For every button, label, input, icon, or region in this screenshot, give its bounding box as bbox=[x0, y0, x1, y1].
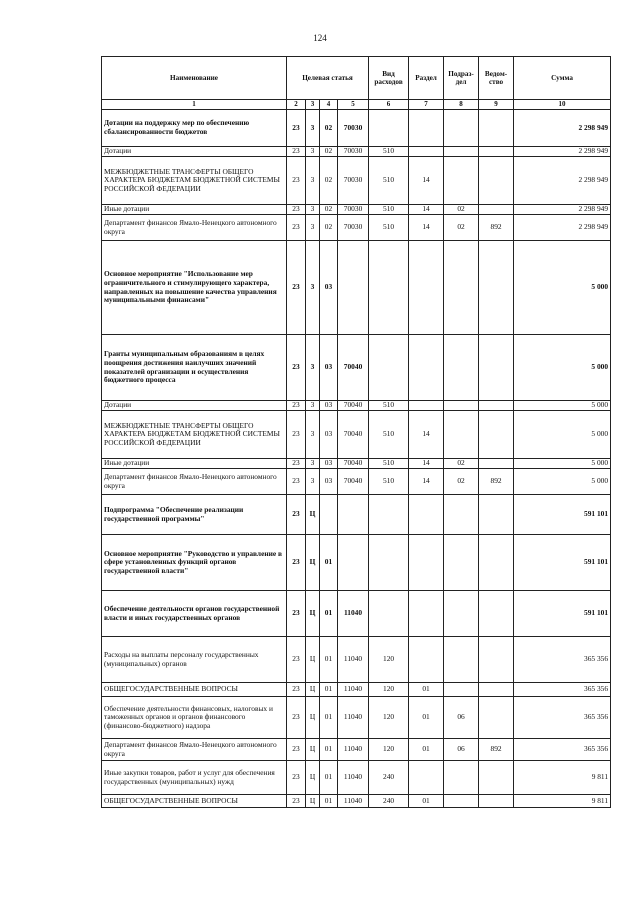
row-vid bbox=[369, 495, 409, 535]
row-vid: 510 bbox=[369, 469, 409, 495]
row-razdel bbox=[409, 495, 444, 535]
row-name: МЕЖБЮДЖЕТНЫЕ ТРАНСФЕРТЫ ОБЩЕГО ХАРАКТЕРА БЮДЖЕТАМ БЮДЖЕТНОЙ СИСТЕМЫ РОССИЙСКОЙ ФЕДЕРАЦИИ bbox=[102, 157, 287, 205]
row-target-direction: 11040 bbox=[338, 761, 369, 795]
row-target-event: 02 bbox=[320, 205, 338, 215]
col-num: 3 bbox=[306, 100, 320, 110]
row-razdel: 01 bbox=[409, 795, 444, 808]
row-vid: 510 bbox=[369, 401, 409, 411]
row-sum: 591 101 bbox=[514, 535, 611, 591]
row-name: Дотации bbox=[102, 147, 287, 157]
col-num: 8 bbox=[444, 100, 479, 110]
row-target-program: 23 bbox=[287, 469, 306, 495]
row-vid: 510 bbox=[369, 147, 409, 157]
row-target-event: 03 bbox=[320, 335, 338, 401]
row-razdel: 14 bbox=[409, 157, 444, 205]
row-target-program: 23 bbox=[287, 241, 306, 335]
row-vid bbox=[369, 335, 409, 401]
row-target-direction: 11040 bbox=[338, 683, 369, 697]
row-target-direction: 70040 bbox=[338, 401, 369, 411]
row-vedomstvo: 892 bbox=[479, 215, 514, 241]
row-sum: 591 101 bbox=[514, 591, 611, 637]
row-podrazdel bbox=[444, 683, 479, 697]
row-target-program: 23 bbox=[287, 215, 306, 241]
row-target-subprogram: 3 bbox=[306, 157, 320, 205]
row-name: Департамент финансов Ямало-Ненецкого автономного округа bbox=[102, 739, 287, 761]
row-podrazdel bbox=[444, 335, 479, 401]
row-target-program: 23 bbox=[287, 335, 306, 401]
header-summa: Сумма bbox=[514, 57, 611, 100]
row-vid bbox=[369, 110, 409, 147]
row-name: Иные закупки товаров, работ и услуг для обеспечения государственных (муниципальных) нужд bbox=[102, 761, 287, 795]
row-name: Департамент финансов Ямало-Ненецкого автономного округа bbox=[102, 215, 287, 241]
row-sum: 2 298 949 bbox=[514, 157, 611, 205]
row-podrazdel bbox=[444, 637, 479, 683]
row-razdel bbox=[409, 591, 444, 637]
row-podrazdel bbox=[444, 241, 479, 335]
row-target-subprogram: 3 bbox=[306, 335, 320, 401]
row-name: Иные дотации bbox=[102, 205, 287, 215]
table-row bbox=[102, 205, 611, 215]
row-vedomstvo: 892 bbox=[479, 469, 514, 495]
header-vid: Вид расходов bbox=[369, 57, 409, 100]
table-row bbox=[102, 459, 611, 469]
row-podrazdel: 02 bbox=[444, 459, 479, 469]
row-vid: 510 bbox=[369, 459, 409, 469]
row-target-direction: 11040 bbox=[338, 637, 369, 683]
table-row bbox=[102, 241, 611, 335]
row-target-program: 23 bbox=[287, 591, 306, 637]
col-num: 10 bbox=[514, 100, 611, 110]
header-podrazdel: Подраз-дел bbox=[444, 57, 479, 100]
row-target-direction: 11040 bbox=[338, 591, 369, 637]
row-vedomstvo bbox=[479, 401, 514, 411]
col-num: 2 bbox=[287, 100, 306, 110]
row-name: ОБЩЕГОСУДАРСТВЕННЫЕ ВОПРОСЫ bbox=[102, 683, 287, 697]
row-razdel bbox=[409, 335, 444, 401]
table-row bbox=[102, 335, 611, 401]
row-name: ОБЩЕГОСУДАРСТВЕННЫЕ ВОПРОСЫ bbox=[102, 795, 287, 808]
row-target-event: 01 bbox=[320, 591, 338, 637]
row-podrazdel bbox=[444, 157, 479, 205]
row-sum: 9 811 bbox=[514, 761, 611, 795]
row-target-subprogram: 3 bbox=[306, 241, 320, 335]
row-target-direction: 70030 bbox=[338, 110, 369, 147]
table-row bbox=[102, 761, 611, 795]
row-vid: 120 bbox=[369, 683, 409, 697]
row-target-program: 23 bbox=[287, 459, 306, 469]
table-row bbox=[102, 157, 611, 205]
row-vedomstvo bbox=[479, 761, 514, 795]
col-num: 6 bbox=[369, 100, 409, 110]
table-row bbox=[102, 215, 611, 241]
table-row bbox=[102, 495, 611, 535]
row-sum: 5 000 bbox=[514, 469, 611, 495]
col-num: 7 bbox=[409, 100, 444, 110]
row-target-subprogram: Ц bbox=[306, 591, 320, 637]
row-razdel: 14 bbox=[409, 205, 444, 215]
row-target-direction bbox=[338, 495, 369, 535]
row-podrazdel: 06 bbox=[444, 739, 479, 761]
row-target-program: 23 bbox=[287, 157, 306, 205]
row-vid: 120 bbox=[369, 637, 409, 683]
table-body bbox=[102, 110, 611, 808]
row-podrazdel bbox=[444, 535, 479, 591]
row-podrazdel: 02 bbox=[444, 215, 479, 241]
row-podrazdel bbox=[444, 495, 479, 535]
row-target-event: 01 bbox=[320, 535, 338, 591]
row-name: Расходы на выплаты персоналу государственных (муниципальных) органов bbox=[102, 637, 287, 683]
row-sum: 9 811 bbox=[514, 795, 611, 808]
column-number-row bbox=[102, 100, 611, 110]
row-target-event: 01 bbox=[320, 739, 338, 761]
row-target-subprogram: 3 bbox=[306, 411, 320, 459]
col-num: 5 bbox=[338, 100, 369, 110]
row-target-direction: 11040 bbox=[338, 795, 369, 808]
row-target-event: 01 bbox=[320, 697, 338, 739]
col-num: 4 bbox=[320, 100, 338, 110]
row-vedomstvo bbox=[479, 157, 514, 205]
row-vid: 510 bbox=[369, 157, 409, 205]
row-target-direction: 11040 bbox=[338, 697, 369, 739]
row-razdel: 14 bbox=[409, 215, 444, 241]
header-name: Наименование bbox=[102, 57, 287, 100]
row-razdel: 01 bbox=[409, 739, 444, 761]
row-target-program: 23 bbox=[287, 697, 306, 739]
row-razdel bbox=[409, 147, 444, 157]
row-vid: 510 bbox=[369, 205, 409, 215]
row-razdel bbox=[409, 241, 444, 335]
row-vedomstvo bbox=[479, 683, 514, 697]
row-vedomstvo bbox=[479, 535, 514, 591]
row-target-subprogram: Ц bbox=[306, 683, 320, 697]
row-razdel bbox=[409, 401, 444, 411]
table-header-row bbox=[102, 57, 611, 100]
table-row bbox=[102, 401, 611, 411]
row-razdel: 01 bbox=[409, 683, 444, 697]
row-razdel: 14 bbox=[409, 469, 444, 495]
row-podrazdel bbox=[444, 147, 479, 157]
row-vedomstvo bbox=[479, 241, 514, 335]
row-name: Обеспечение деятельности финансовых, налоговых и таможенных органов и органов финансового (финансово-бюджетного) надзора bbox=[102, 697, 287, 739]
row-sum: 591 101 bbox=[514, 495, 611, 535]
row-target-subprogram: 3 bbox=[306, 110, 320, 147]
row-vid: 240 bbox=[369, 795, 409, 808]
row-name: Гранты муниципальным образованиям в целях поощрения достижения наилучших значений показателей организации и осуществления бюджетного процесса bbox=[102, 335, 287, 401]
row-target-subprogram: 3 bbox=[306, 459, 320, 469]
row-target-direction: 70040 bbox=[338, 411, 369, 459]
row-sum: 5 000 bbox=[514, 241, 611, 335]
row-vid: 510 bbox=[369, 215, 409, 241]
row-target-event: 01 bbox=[320, 683, 338, 697]
row-target-subprogram: Ц bbox=[306, 761, 320, 795]
budget-table bbox=[101, 56, 611, 808]
row-name: Основное мероприятие "Использование мер ограничительного и стимулирующего характера, направленных на повышение качества управления муниципальными финансами" bbox=[102, 241, 287, 335]
table-row bbox=[102, 411, 611, 459]
row-vedomstvo bbox=[479, 205, 514, 215]
row-podrazdel bbox=[444, 591, 479, 637]
row-vedomstvo bbox=[479, 411, 514, 459]
row-podrazdel bbox=[444, 761, 479, 795]
row-name: Дотации на поддержку мер по обеспечению сбалансированности бюджетов bbox=[102, 110, 287, 147]
row-target-event: 01 bbox=[320, 637, 338, 683]
row-vid bbox=[369, 591, 409, 637]
row-vedomstvo: 892 bbox=[479, 739, 514, 761]
row-sum: 5 000 bbox=[514, 459, 611, 469]
row-sum: 5 000 bbox=[514, 335, 611, 401]
row-target-program: 23 bbox=[287, 761, 306, 795]
row-vedomstvo bbox=[479, 495, 514, 535]
row-target-program: 23 bbox=[287, 739, 306, 761]
row-sum: 365 356 bbox=[514, 697, 611, 739]
row-sum: 2 298 949 bbox=[514, 205, 611, 215]
row-target-program: 23 bbox=[287, 535, 306, 591]
row-vedomstvo bbox=[479, 697, 514, 739]
row-target-program: 23 bbox=[287, 795, 306, 808]
row-target-program: 23 bbox=[287, 411, 306, 459]
row-razdel bbox=[409, 535, 444, 591]
row-target-event: 02 bbox=[320, 157, 338, 205]
row-target-event: 03 bbox=[320, 469, 338, 495]
row-razdel: 14 bbox=[409, 411, 444, 459]
row-vedomstvo bbox=[479, 591, 514, 637]
row-target-subprogram: 3 bbox=[306, 401, 320, 411]
col-num: 1 bbox=[102, 100, 287, 110]
row-target-direction: 70040 bbox=[338, 469, 369, 495]
row-podrazdel: 06 bbox=[444, 697, 479, 739]
table-row bbox=[102, 147, 611, 157]
table-row bbox=[102, 795, 611, 808]
row-target-event: 02 bbox=[320, 215, 338, 241]
row-target-direction bbox=[338, 241, 369, 335]
row-vid bbox=[369, 241, 409, 335]
row-target-subprogram: 3 bbox=[306, 147, 320, 157]
row-sum: 365 356 bbox=[514, 683, 611, 697]
row-podrazdel bbox=[444, 401, 479, 411]
row-target-event: 03 bbox=[320, 401, 338, 411]
row-razdel bbox=[409, 761, 444, 795]
page-number: 124 bbox=[313, 33, 327, 43]
row-sum: 2 298 949 bbox=[514, 215, 611, 241]
row-target-event: 02 bbox=[320, 147, 338, 157]
row-sum: 365 356 bbox=[514, 739, 611, 761]
row-target-program: 23 bbox=[287, 637, 306, 683]
table-row bbox=[102, 535, 611, 591]
row-vid bbox=[369, 535, 409, 591]
header-target: Целевая статья bbox=[287, 57, 369, 100]
row-target-program: 23 bbox=[287, 495, 306, 535]
row-razdel: 14 bbox=[409, 459, 444, 469]
table-row bbox=[102, 469, 611, 495]
row-target-direction: 70040 bbox=[338, 459, 369, 469]
col-num: 9 bbox=[479, 100, 514, 110]
row-podrazdel: 02 bbox=[444, 469, 479, 495]
row-vedomstvo bbox=[479, 335, 514, 401]
row-target-event bbox=[320, 495, 338, 535]
row-target-subprogram: 3 bbox=[306, 215, 320, 241]
row-sum: 365 356 bbox=[514, 637, 611, 683]
row-target-subprogram: Ц bbox=[306, 739, 320, 761]
row-target-event: 03 bbox=[320, 241, 338, 335]
row-target-subprogram: Ц bbox=[306, 495, 320, 535]
table-row bbox=[102, 110, 611, 147]
row-vid: 120 bbox=[369, 739, 409, 761]
row-name: Дотации bbox=[102, 401, 287, 411]
row-target-direction bbox=[338, 535, 369, 591]
row-target-subprogram: 3 bbox=[306, 469, 320, 495]
row-target-program: 23 bbox=[287, 401, 306, 411]
row-name: Обеспечение деятельности органов государственной власти и иных государственных органов bbox=[102, 591, 287, 637]
row-target-direction: 70030 bbox=[338, 157, 369, 205]
row-sum: 2 298 949 bbox=[514, 147, 611, 157]
row-name: МЕЖБЮДЖЕТНЫЕ ТРАНСФЕРТЫ ОБЩЕГО ХАРАКТЕРА БЮДЖЕТАМ БЮДЖЕТНОЙ СИСТЕМЫ РОССИЙСКОЙ ФЕДЕРАЦИИ bbox=[102, 411, 287, 459]
row-vedomstvo bbox=[479, 795, 514, 808]
row-name: Департамент финансов Ямало-Ненецкого автономного округа bbox=[102, 469, 287, 495]
row-target-event: 03 bbox=[320, 411, 338, 459]
row-podrazdel bbox=[444, 110, 479, 147]
table-row bbox=[102, 591, 611, 637]
row-target-event: 01 bbox=[320, 795, 338, 808]
row-vedomstvo bbox=[479, 110, 514, 147]
row-target-subprogram: Ц bbox=[306, 535, 320, 591]
table-row bbox=[102, 637, 611, 683]
table-row bbox=[102, 739, 611, 761]
row-podrazdel: 02 bbox=[444, 205, 479, 215]
row-target-direction: 70040 bbox=[338, 335, 369, 401]
row-sum: 5 000 bbox=[514, 401, 611, 411]
row-podrazdel bbox=[444, 411, 479, 459]
row-vedomstvo bbox=[479, 637, 514, 683]
row-target-event: 02 bbox=[320, 110, 338, 147]
row-name: Подпрограмма "Обеспечение реализации государственной программы" bbox=[102, 495, 287, 535]
row-podrazdel bbox=[444, 795, 479, 808]
row-target-program: 23 bbox=[287, 147, 306, 157]
row-target-program: 23 bbox=[287, 110, 306, 147]
row-target-direction: 70030 bbox=[338, 205, 369, 215]
row-target-program: 23 bbox=[287, 683, 306, 697]
header-razdel: Раздел bbox=[409, 57, 444, 100]
row-sum: 2 298 949 bbox=[514, 110, 611, 147]
row-target-program: 23 bbox=[287, 205, 306, 215]
row-razdel: 01 bbox=[409, 697, 444, 739]
row-vedomstvo bbox=[479, 459, 514, 469]
row-razdel bbox=[409, 110, 444, 147]
header-vedomstvo: Ведом-ство bbox=[479, 57, 514, 100]
row-target-event: 03 bbox=[320, 459, 338, 469]
row-vid: 240 bbox=[369, 761, 409, 795]
row-target-direction: 70030 bbox=[338, 147, 369, 157]
row-name: Иные дотации bbox=[102, 459, 287, 469]
row-target-subprogram: Ц bbox=[306, 637, 320, 683]
row-target-event: 01 bbox=[320, 761, 338, 795]
row-target-subprogram: Ц bbox=[306, 795, 320, 808]
row-target-direction: 11040 bbox=[338, 739, 369, 761]
row-target-subprogram: Ц bbox=[306, 697, 320, 739]
row-name: Основное мероприятие "Руководство и управление в сфере установленных функций органов государственной власти" bbox=[102, 535, 287, 591]
row-sum: 5 000 bbox=[514, 411, 611, 459]
table-row bbox=[102, 683, 611, 697]
row-vid: 510 bbox=[369, 411, 409, 459]
row-target-direction: 70030 bbox=[338, 215, 369, 241]
row-vid: 120 bbox=[369, 697, 409, 739]
table-row bbox=[102, 697, 611, 739]
row-razdel bbox=[409, 637, 444, 683]
row-vedomstvo bbox=[479, 147, 514, 157]
row-target-subprogram: 3 bbox=[306, 205, 320, 215]
